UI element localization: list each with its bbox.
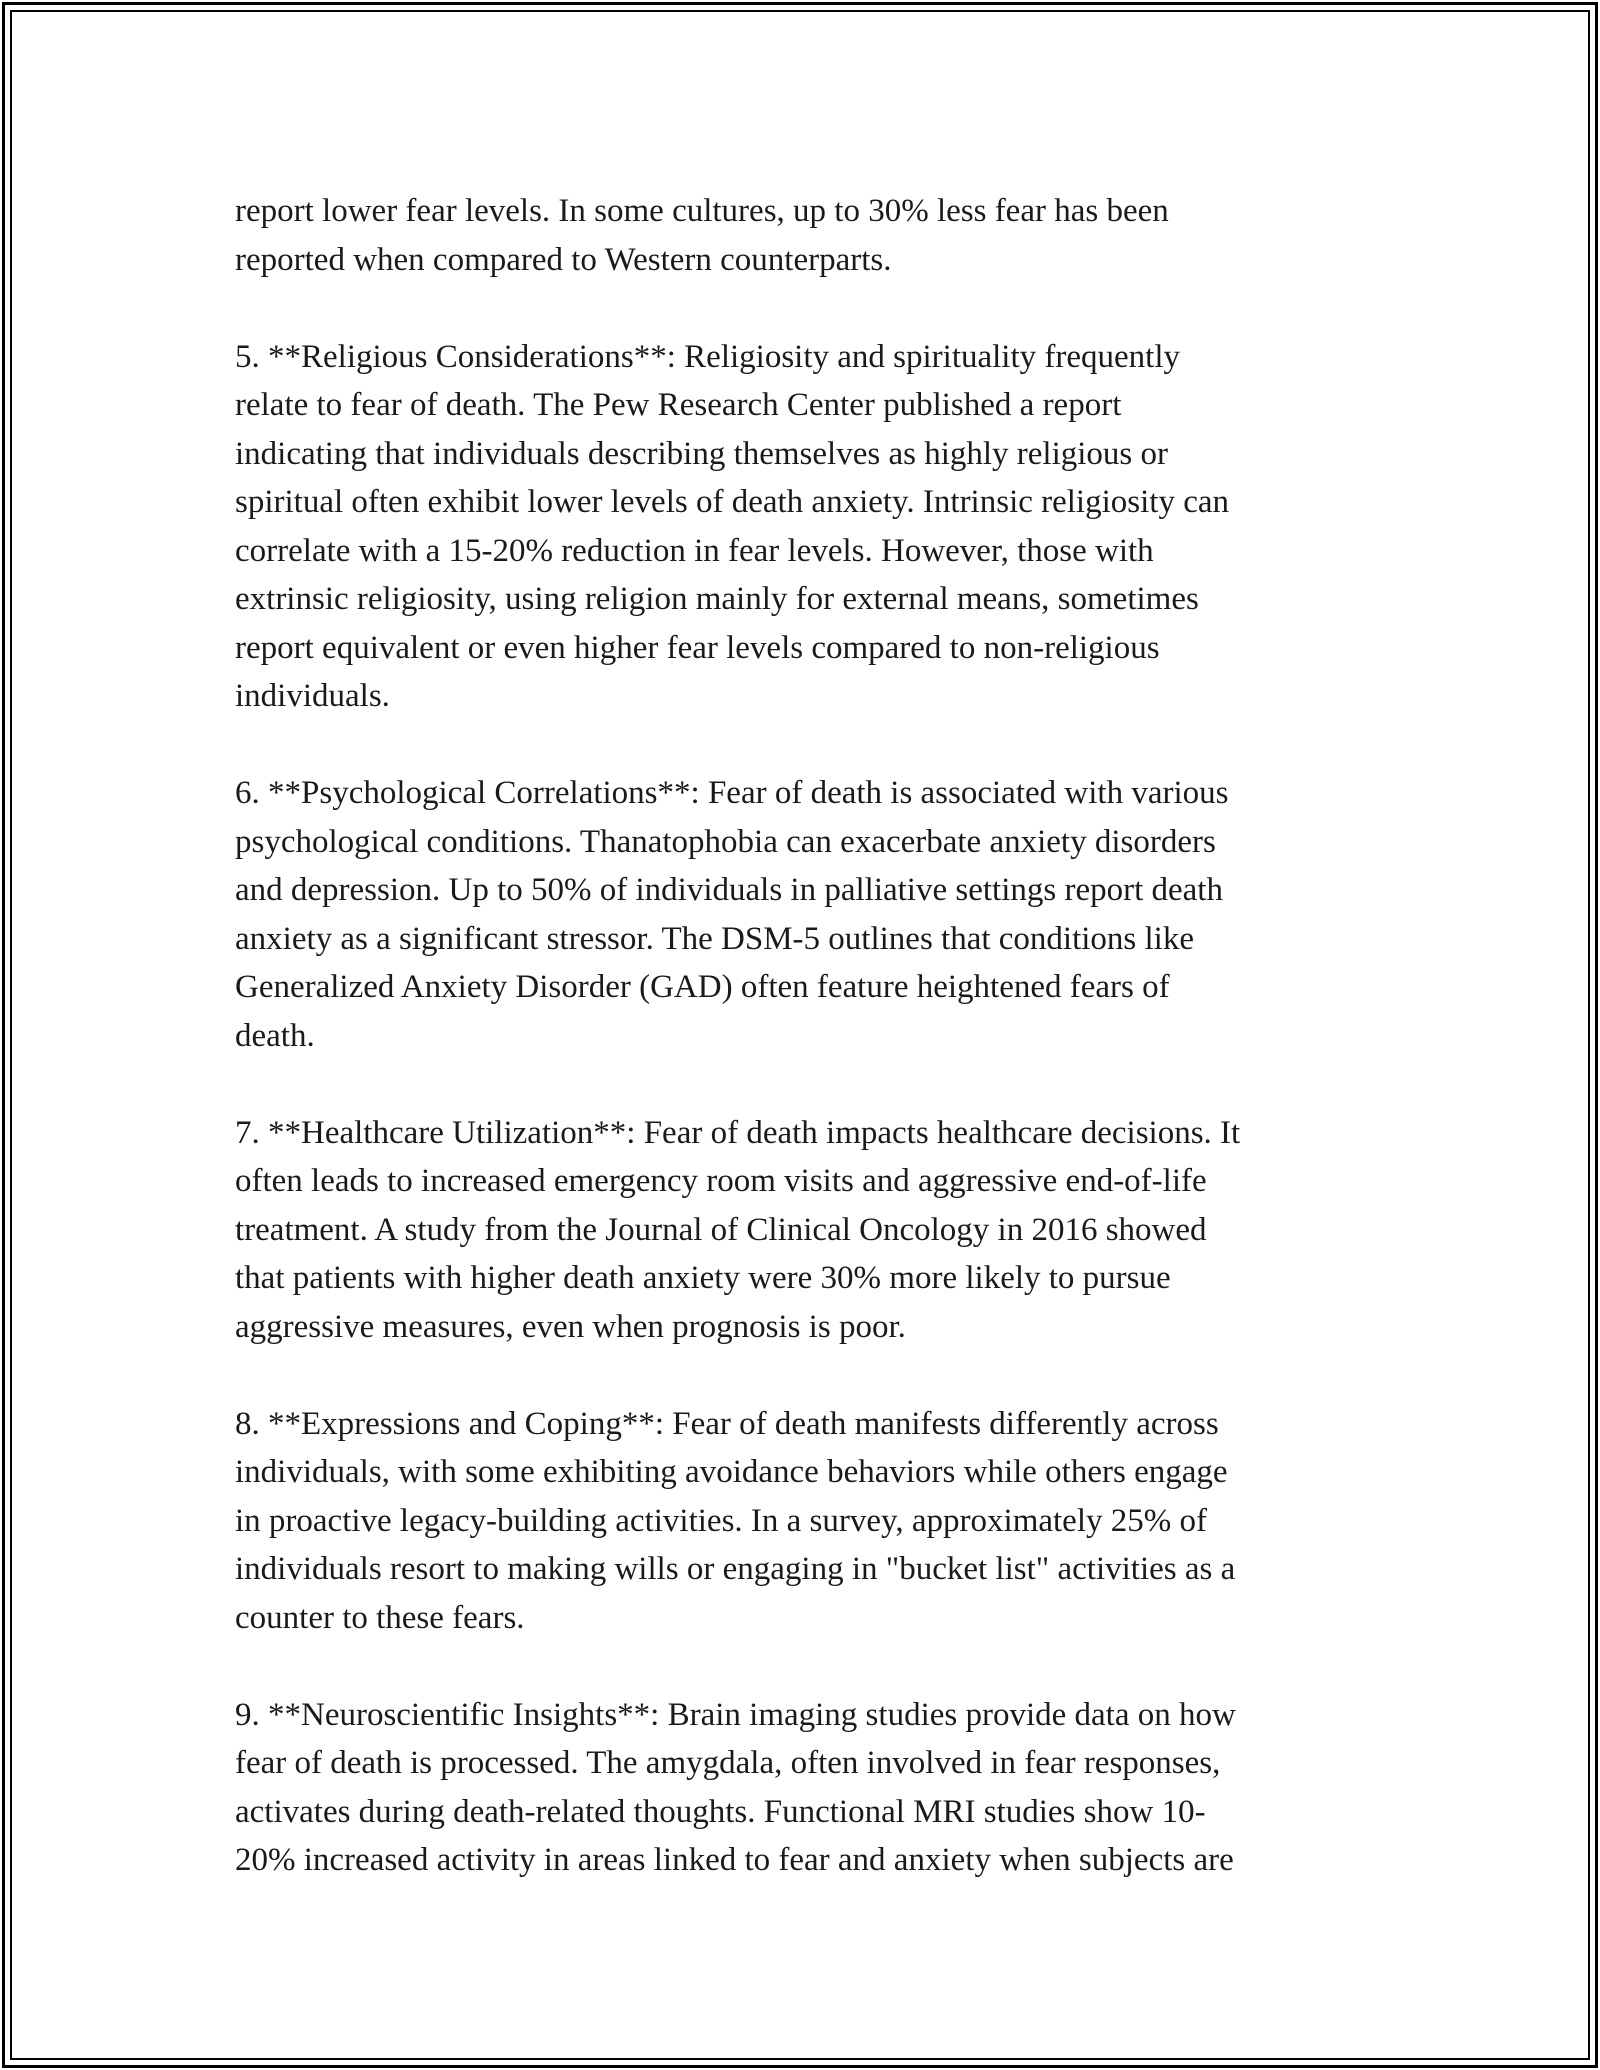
paragraph-expressions-and-coping: 8. **Expressions and Coping**: Fear of death manifests differently across individuals, with some exhibiting avoidance behaviors while others engage in proactive legacy-building activities. In a survey, approximately 25% of individuals resort to making wills or engaging in "bucket list" activities as a counter to these fears. bbox=[235, 1405, 1236, 1636]
document-body bbox=[235, 187, 1365, 1933]
paragraph-neuroscientific-insights: 9. **Neuroscientific Insights**: Brain imaging studies provide data on how fear of death is processed. The amygdala, often involved in fear responses, activates during death-related thoughts. Functional MRI studies show 10- 20% increased activity in areas linked to fear and anxiety when subjects are bbox=[235, 1696, 1236, 1878]
paragraph-psychological-correlations: 6. **Psychological Correlations**: Fear of death is associated with various psychological conditions. Thanatophobia can exacerbate anxiety disorders and depression. Up to 50% of individuals in palliative settings report death anxiety as a significant stressor. The DSM-5 outlines that conditions like Generalized Anxiety Disorder (GAD) often feature heightened fears of death. bbox=[235, 775, 1229, 1054]
paragraph-continuation: report lower fear levels. In some cultures, up to 30% less fear has been reported when compared to Western counterparts. bbox=[235, 193, 1169, 278]
paragraph-healthcare-utilization: 7. **Healthcare Utilization**: Fear of death impacts healthcare decisions. It often leads to increased emergency room visits and aggressive end-of-life treatment. A study from the Journal of Clinical Oncology in 2016 showed that patients with higher death anxiety were 30% more likely to pursue aggressive measures, even when prognosis is poor. bbox=[235, 1114, 1241, 1345]
paragraph-religious-considerations: 5. **Religious Considerations**: Religiosity and spirituality frequently relate to fear of death. The Pew Research Center published a report indicating that individuals describing themselves as highly religious or spiritual often exhibit lower levels of death anxiety. Intrinsic religiosity can correlate with a 15-20% reduction in fear levels. However, those with extrinsic religiosity, using religion mainly for external means, sometimes report equivalent or even higher fear levels compared to non-religious individuals. bbox=[235, 338, 1229, 714]
